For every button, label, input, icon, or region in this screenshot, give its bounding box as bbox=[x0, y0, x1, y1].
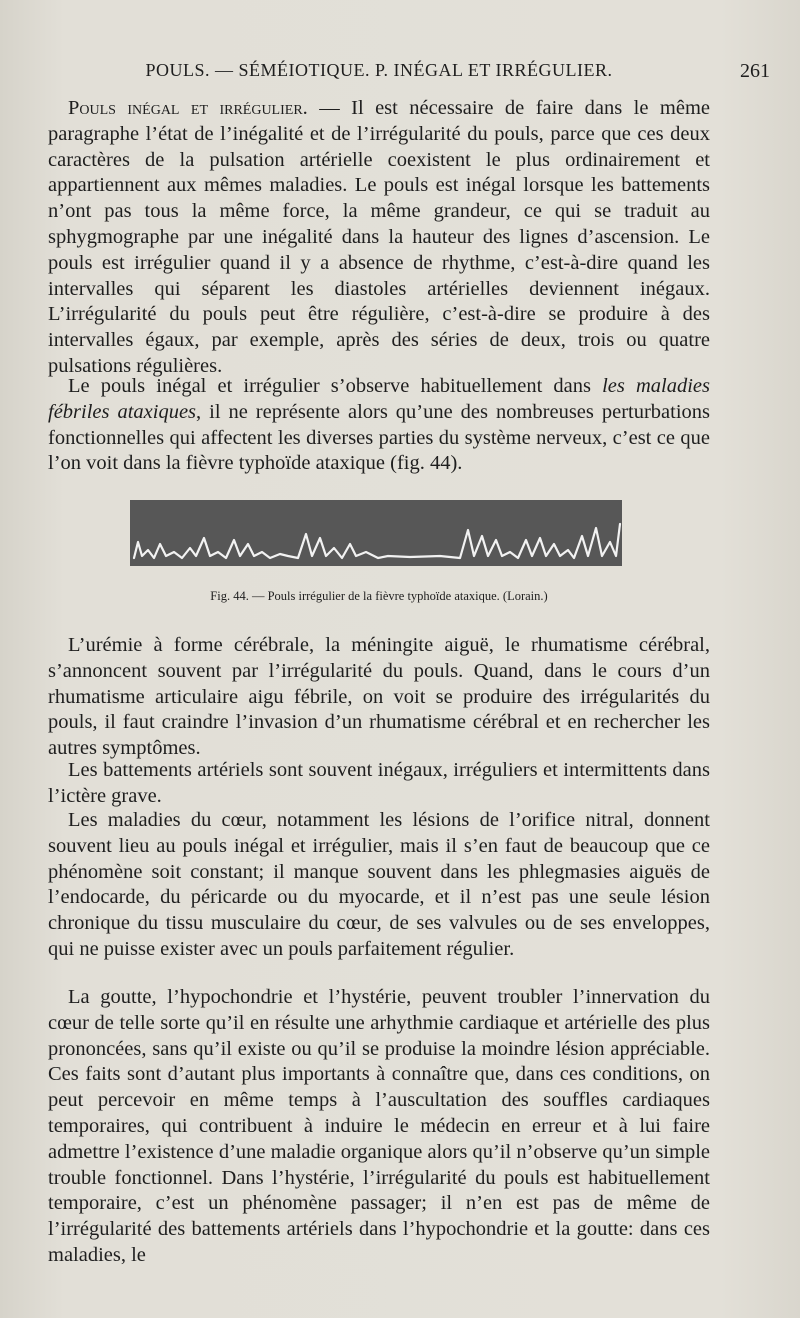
paragraph-maladies-febriles bbox=[48, 374, 710, 477]
paragraph-text: L’urémie à forme cérébrale, la méningite aiguë, le rhumatisme cérébral, s’annoncent souvent par l’irrégularité du pouls. Quand, dans le cours d’un rhumatisme articulaire aigu fébrile, on voit se produire des irrégularités du pouls, il faut craindre l’invasion d’un rhumatisme cérébral et en rechercher les autres symptômes. bbox=[48, 634, 710, 760]
paragraph-pouls-inegal bbox=[48, 96, 710, 380]
running-head bbox=[48, 60, 770, 84]
italic-term: les maladies fébriles ataxiques bbox=[48, 375, 710, 423]
paragraph-text: Les maladies du cœur, notamment les lésions de l’orifice nitral, donnent souvent lieu au pouls inégal et irrégulier, mais il s’en faut de beaucoup que ce phénomène soit constant; il manque souvent dans les phlegmasies aiguës de l’endocarde, du péricarde ou du myocarde, et il n’est pas une seule lésion chronique du tissu musculaire du cœur, de ses valvules ou de ses enveloppes, qui ne puisse exister avec un pouls parfaitement régulier. bbox=[48, 809, 710, 960]
paragraph-uremie bbox=[48, 633, 710, 762]
page-number: 261 bbox=[740, 60, 770, 82]
pulse-trace bbox=[134, 524, 620, 558]
paragraph-text: Le pouls inégal et irrégulier s’observe habituellement dans bbox=[68, 375, 603, 397]
paragraph-text: La goutte, l’hypochondrie et l’hystérie, peuvent troubler l’innervation du cœur de telle sorte qu’il en résulte une arhythmie cardiaque et artérielle des plus prononcées, sans qu’il existe ou qu’il se produise la moindre lésion appréciable. Ces faits sont d’autant plus importants à connaître que, dans ces conditions, on peut percevoir en même temps à l’auscultation des souffles cardiaques temporaires, qui contribuent à induire le médecin en erreur et à lui faire admettre l’existence d’une maladie organique alors qu’il n’observe qu’un simple trouble fonctionnel. Dans l’hystérie, l’irrégularité du pouls est habituellement temporaire, c’est un phénomène passager; il n’en est pas de même de l’irrégularité des battements artériels dans l’hypochondrie et la goutte: dans ces maladies, le bbox=[48, 986, 710, 1266]
paragraph-text: — Il est nécessaire de faire dans le même paragraphe l’état de l’inégalité et de l’irrégularité du pouls, parce que ces deux caractères de la pulsation artérielle coexistent le plus ordinairement et appartiennent aux mêmes maladies. Le pouls est inégal lorsque les battements n’ont pas tous la même force, la même grandeur, ce qui se traduit au sphygmographe par une inégalité dans la hauteur des lignes d’ascension. Le pouls est irrégulier quand il y a absence de rhythme, c’est-à-dire quand les intervalles qui séparent les diastoles artérielles deviennent inégaux. L’irrégularité du pouls peut être régulière, c’est-à-dire se produire à des intervalles égaux, par exemple, après des séries de deux, trois ou quatre pulsations régulières. bbox=[48, 97, 710, 377]
figure-caption: Fig. 44. — Pouls irrégulier de la fièvre typhoïde ataxique. (Lorain.) bbox=[210, 589, 548, 603]
pulse-trace-svg bbox=[130, 500, 622, 566]
paragraph-ictere bbox=[48, 758, 710, 810]
section-heading: Pouls inégal et irrégulier. bbox=[68, 97, 308, 119]
paragraph-maladies-coeur bbox=[48, 808, 710, 963]
paragraph-text: Les battements artériels sont souvent inégaux, irréguliers et intermittents dans l’ictère grave. bbox=[48, 759, 710, 807]
paragraph-text: , il ne représente alors qu’une des nombreuses perturbations fonctionnelles qui affectent les diverses parties du système nerveux, c’est ce que l’on voit dans la fièvre typhoïde ataxique (fig. 44). bbox=[48, 400, 711, 475]
paragraph-goutte-hysterie bbox=[48, 985, 710, 1269]
running-head-title: POULS. — SÉMÉIOTIQUE. P. INÉGAL ET IRRÉGULIER. bbox=[145, 60, 613, 80]
sphygmograph-figure bbox=[130, 500, 622, 566]
